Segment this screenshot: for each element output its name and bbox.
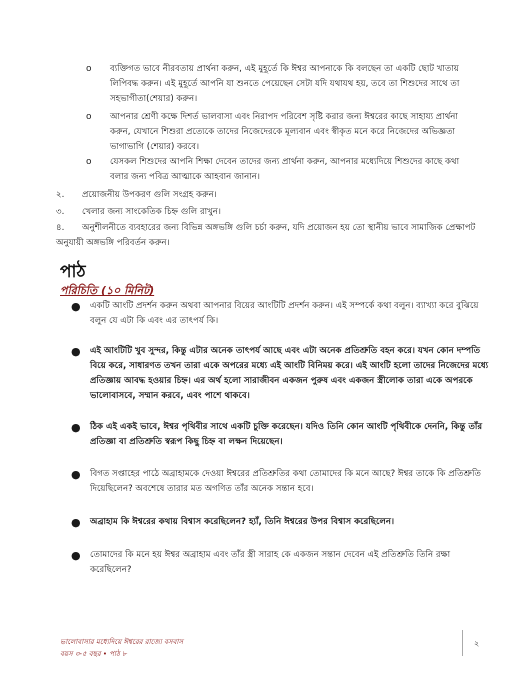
- item-number: ২.: [56, 190, 65, 200]
- item-text: প্রয়োজনীয় উপকরণ গুলি সংগ্রহ করুন।: [82, 190, 217, 200]
- bullet-dot-icon: ●: [71, 468, 81, 481]
- item-number: ৪.: [56, 223, 65, 233]
- bullet-dot-icon: ●: [71, 345, 81, 358]
- bullet-item: [71, 548, 490, 578]
- item-number: ৩.: [56, 207, 65, 217]
- bullet-text: একটি আংটি প্রদর্শন করুন অথবা আপনার বিয়ের আংটিটি প্রদর্শন করুন। এই সম্পর্কে কথা বলুন। ব্যাখ্যা করে বুঝিয়ে বলুন যে এটা কি এবং এর তাৎপর্য কি।: [90, 301, 479, 326]
- subsection-heading: পরিচিতি (১০ মিনিট): [60, 284, 155, 297]
- bullet-circle-icon: o: [86, 157, 92, 167]
- bullet-text: অব্রাহাম কি ঈশ্বরের কথায় বিশ্বাস করেছিলেন? হ্যাঁ, তিনি ঈশ্বরের উপর বিশ্বাস করেছিলেন।: [90, 517, 395, 527]
- item-text: খেলার জন্য সাংকেতিক চিহ্ন গুলি রাখুন।: [82, 207, 222, 217]
- bullet-dot-icon: ●: [71, 421, 81, 434]
- item-text: অনুশীলনীতে ব্যবহারের জন্য বিভিন্ন অঙ্গভঙ্গি গুলি চর্চা করুন, যদি প্রয়োজন হয় তো স্থানীয় ভাবে সামাজিক প্রেক্ষাপট অনুযায়ী অঙ্গভঙ্গি পরিবর্তন করুন।: [56, 223, 476, 248]
- sub-item-text: আপনার শ্রেণী কক্ষে দিশর্ত ভালবাসা এবং নিরাপদ পরিবেশ সৃষ্টি করার জন্য ঈশ্বরের কাছে সাহায্য প্রার্থনা করুন, যেখানে শিশুরা প্রত্যেকে তাদের নিজেদেরকে মূল্যবান এবং স্বীকৃত মনে করে নিজেদের অভিজ্ঞতা ভাগাভাগি (শেয়ার) করবে।: [110, 112, 458, 152]
- bullet-dot-icon: ●: [71, 549, 81, 562]
- sub-item: [86, 62, 480, 107]
- sub-item: [86, 110, 480, 155]
- sub-item-text: ব্যক্তিগত ভাবে নীরবতায় প্রার্থনা করুন, এই মুহূর্তে কি ঈশ্বর আপনাকে কি বলছেন তা একটি ছোট খাতায় লিপিবদ্ধ করুন। এই মুহূর্তে আপনি যা শুনতে পেয়েছেন সেটা যদি যথাযথ হয়, তবে তা শিশুদের সাথে তা সহভাগীতা(শেয়ার) করুন।: [110, 64, 460, 104]
- footer-title: ভালোবাসার মধ্যেদিয়ে ঈশ্বরের রাজ্যে বসবাস: [60, 638, 184, 646]
- bullet-item: [71, 344, 490, 404]
- bullet-text: ঠিক এই একই ভাবে, ঈশ্বর পৃথিবীর সাথে একটি চুক্তি করেছেন। যদিও তিনি কোন আংটি পৃথিবীকে দেননি, কিন্তু তাঁর প্রতিজ্ঞা বা প্রতিশ্রুতি স্বরূপ কিছু চিহ্ন বা লক্ষন দিয়েছেন।: [90, 422, 483, 447]
- numbered-item: [56, 221, 486, 251]
- bullet-text: তোমাদের কি মনে হয় ঈশ্বর অব্রাহাম এবং তাঁর স্ত্রী সারাহ কে একজন সন্তান দেবেন এই প্রতিশ্রুতি তিনি রক্ষা করেছিলেন?: [90, 550, 451, 575]
- bullet-circle-icon: o: [86, 64, 92, 74]
- numbered-item: [56, 188, 486, 203]
- footer-divider: [462, 630, 463, 656]
- section-heading: পাঠ: [60, 262, 86, 282]
- bullet-dot-icon: ●: [71, 516, 81, 529]
- numbered-item: [56, 205, 486, 220]
- footer: [60, 636, 183, 660]
- bullet-circle-icon: o: [86, 112, 92, 122]
- bullet-text: এই আংটিটি খুব সুন্দর, কিন্তু এটার অনেক তাৎপর্য আছে এবং এটা অনেক প্রতিশ্রুতি বহন করে। যখন কোন দম্পতি বিয়ে করে, সাধারণত তখন তারা একে অপরের মধ্যে এই আংটি বিনিময় করে। এই আংটি হলো তাদের নিজেদের মধ্যে প্রতিজ্ঞায় আবদ্ধ হওয়ার চিহ্ন। এর অর্থ হলো সারাজীবন একজন পুরুষ এবং একজন স্ত্রীলোক তারা একে অপরকে ভালোবাসবে, সম্মান করবে, এবং পাশে থাকবে।: [90, 346, 489, 401]
- sub-item-text: যেসকল শিশুদের আপনি শিক্ষা দেবেন তাদের জন্য প্রার্থনা করুন, আপনার মধ্যেদিয়ে শিশুদের কাছে কথা বলার জন্য পবিত্র আত্মাকে আহবান জানান।: [110, 157, 460, 182]
- bullet-text: বিগত সপ্তাহের পাঠে অব্রাহামকে দেওয়া ঈশ্বরের প্রতিশ্রুতির কথা তোমাদের কি মনে আছে? ঈশ্বর তাকে কি প্রতিশ্রুতি দিয়েছিলেন? অবশেষে তারার মত অগণিত তাঁর অনেক সন্তান হবে।: [90, 469, 481, 494]
- bullet-dot-icon: ●: [71, 300, 81, 313]
- bullet-item: [71, 467, 490, 497]
- sub-item: [86, 155, 480, 185]
- page-number: ২: [474, 639, 480, 648]
- bullet-item: [71, 515, 490, 530]
- bullet-item: [71, 420, 490, 450]
- bullet-item: [71, 299, 490, 329]
- footer-subtitle: বয়স ৩-৫ বছর • পাঠ ৮: [60, 650, 127, 658]
